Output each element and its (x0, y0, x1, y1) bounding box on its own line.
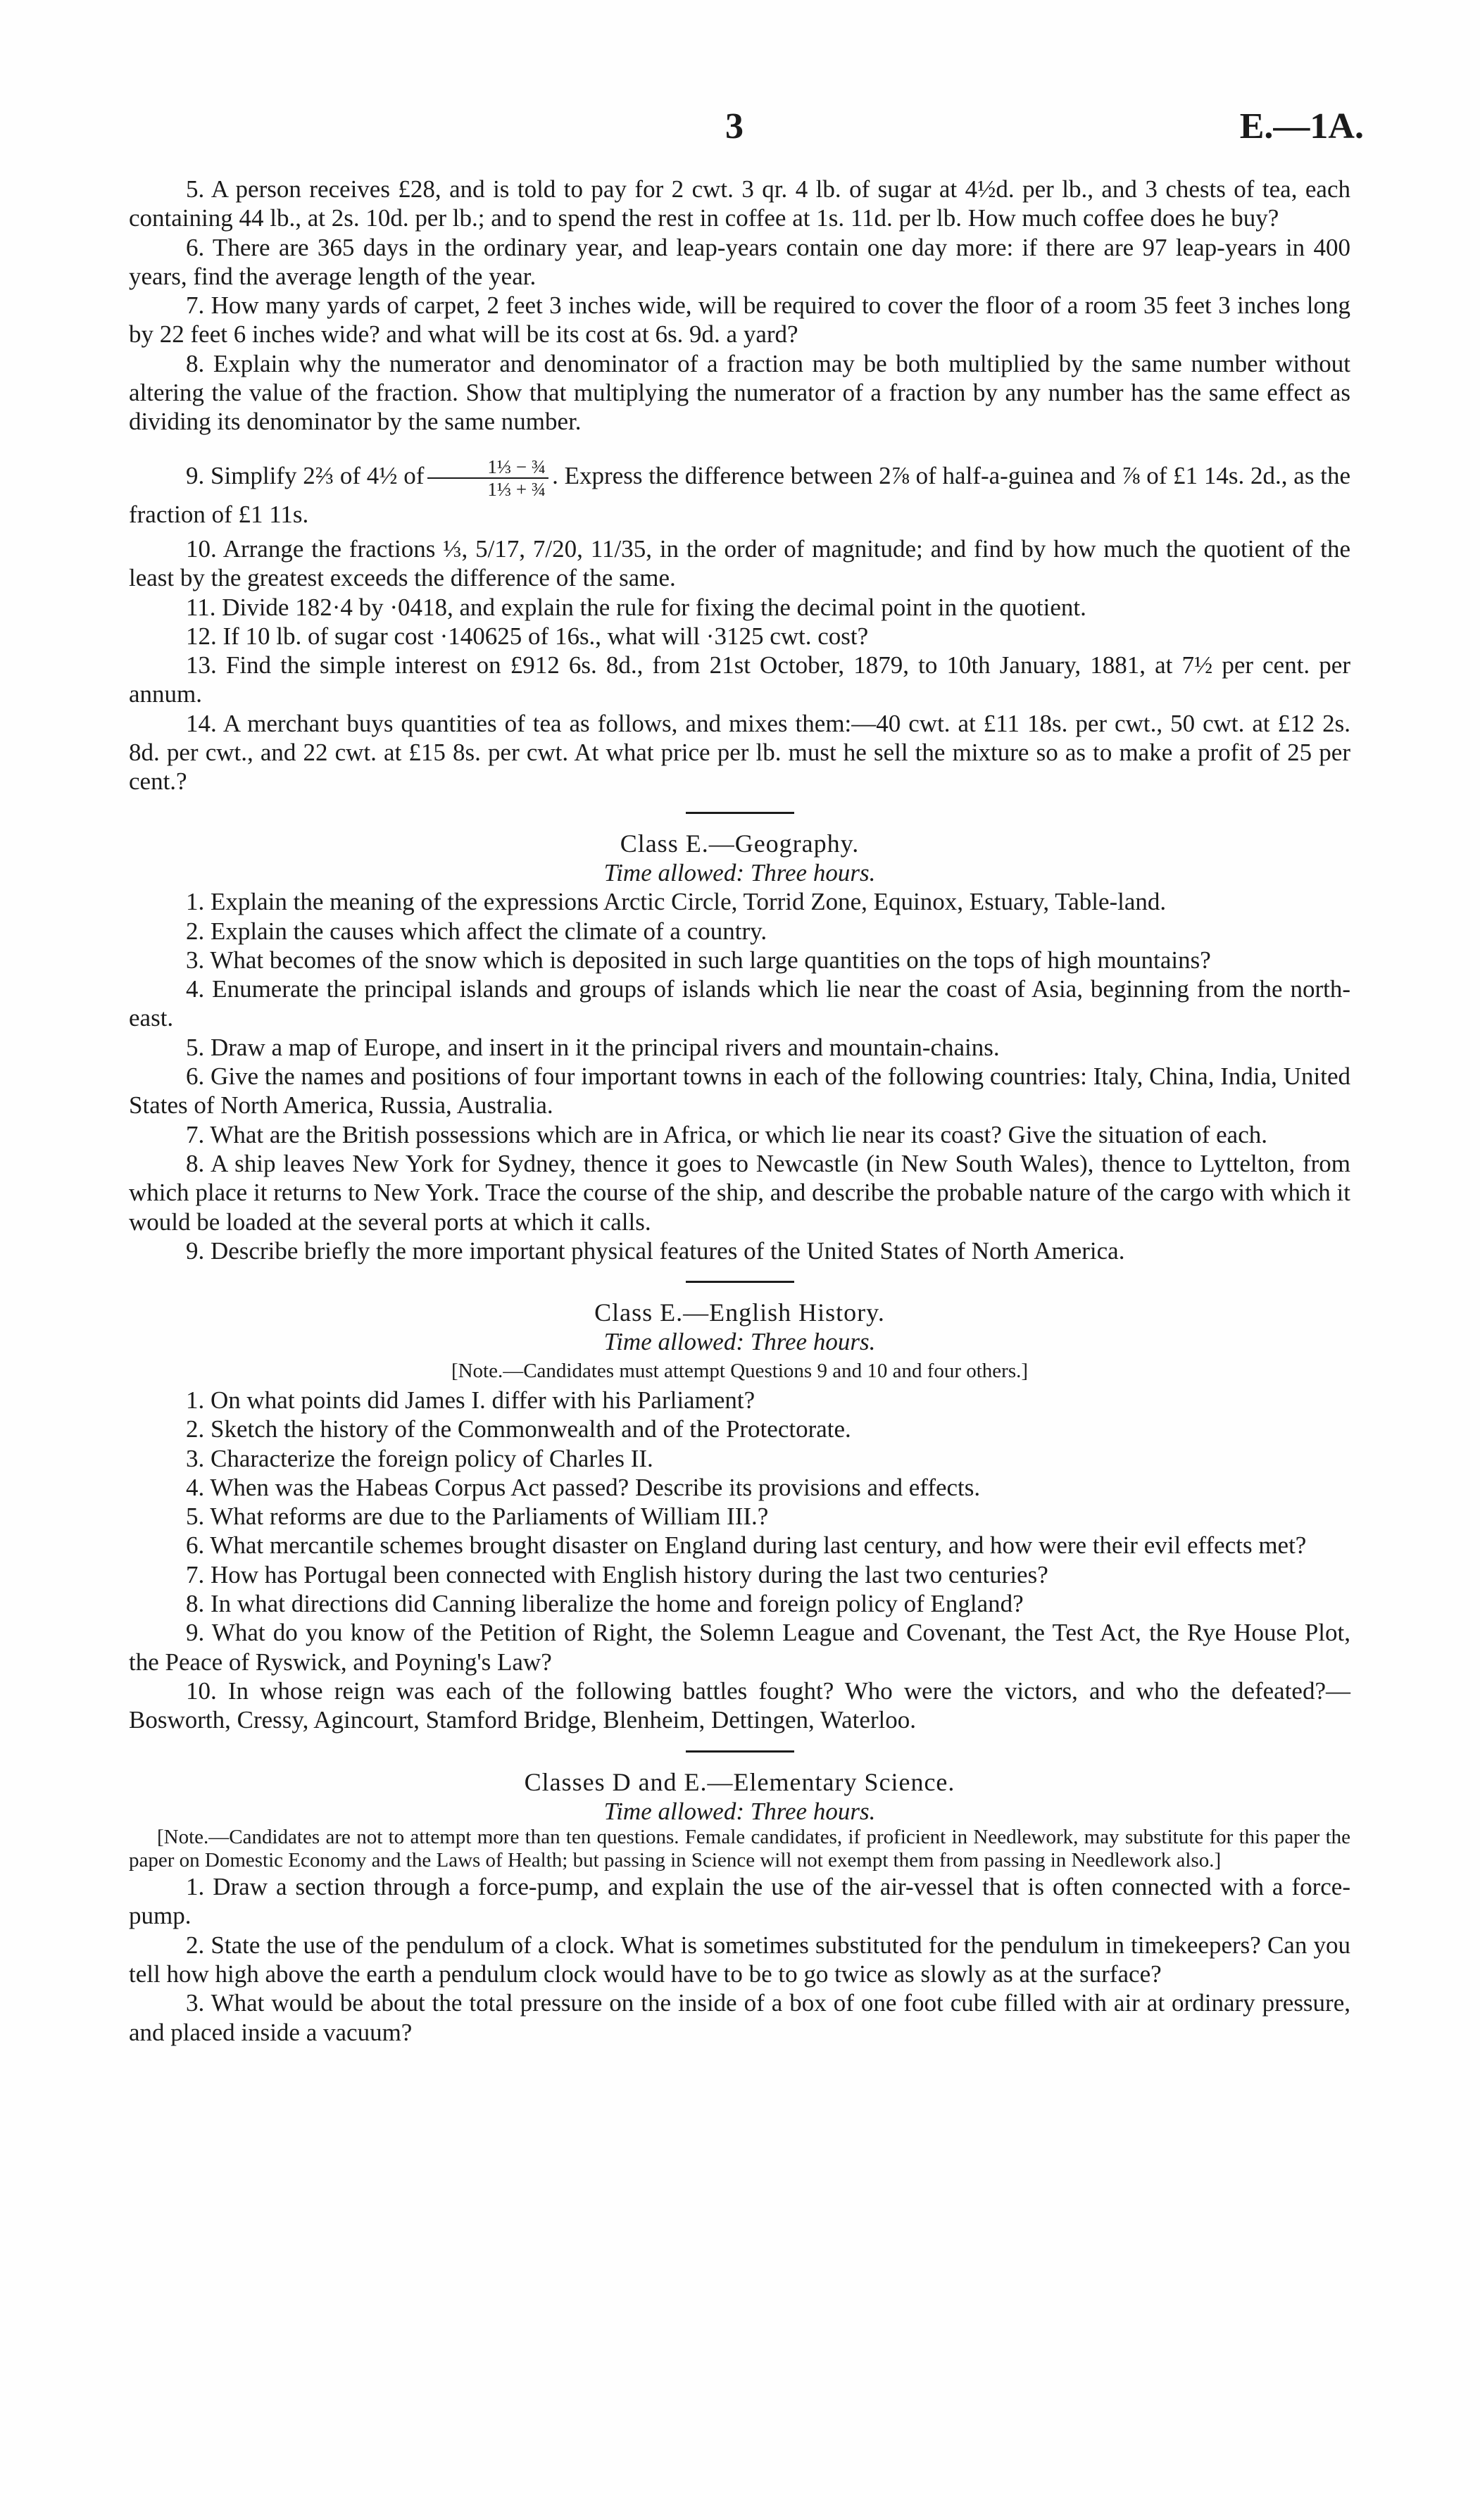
question: 3. What becomes of the snow which is deposited in such large quantities on the tops of high mountains? (186, 946, 1211, 974)
geography-section (129, 829, 1350, 1265)
question: 2. Explain the causes which affect the climate of a country. (186, 917, 767, 945)
question: 3. Characterize the foreign policy of Charles II. (186, 1444, 653, 1472)
question-9-lead: 9. Simplify 2⅔ of 4½ of (186, 461, 425, 489)
question: 10. In whose reign was each of the following battles fought? Who were the victors, and who the defeated?—Bosworth, Cressy, Agincourt, Stamford Bridge, Blenheim, Dettingen, Waterloo. (129, 1676, 1350, 1734)
question-9-rest: . Express the difference between 2⅞ of half-a-guinea and ⅞ of £1 14s. 2d., as the fraction of £1 11s. (129, 461, 1350, 528)
section-heading: Class E.—Geography. (620, 829, 860, 858)
question: 1. Explain the meaning of the expressions Arctic Circle, Torrid Zone, Equinox, Estuary, Table-land. (186, 888, 1167, 916)
arithmetic-question-6: 6. There are 365 days in the ordinary year, and leap-years contain one day more: if there are 97 leap-years in 400 years, find the average length of the year. (129, 233, 1350, 290)
question: 1. Draw a section through a force-pump, and explain the use of the air-vessel that is often connected with a force-pump. (129, 1873, 1350, 1930)
question-list (129, 1386, 1350, 1735)
time-allowed: Time allowed: Three hours. (603, 1797, 876, 1825)
arithmetic-question-14: 14. A merchant buys quantities of tea as follows, and mixes them:—40 cwt. at £11 18s. per cwt., 50 cwt. at £12 2s. 8d. per cwt., and 22 cwt. at £15 8s. per cwt. At what price per lb. must he sell the mixture so as to make a profit of 25 per cent.? (129, 709, 1350, 796)
question: 8. A ship leaves New York for Sydney, thence it goes to Newcastle (in New South Wales), thence to Lyttelton, from which place it returns to New York. Trace the course of the ship, and describe the probable nature of the cargo with which it would be loaded at the several ports at which it calls. (129, 1149, 1350, 1236)
question: 5. What reforms are due to the Parliaments of William III.? (186, 1503, 769, 1531)
arithmetic-question-12: 12. If 10 lb. of sugar cost ·140625 of 16s., what will ·3125 cwt. cost? (186, 622, 869, 650)
stacked-fraction (427, 456, 548, 500)
arithmetic-question-13: 13. Find the simple interest on £912 6s. 8d., from 21st October, 1879, to 10th January, 1881, at 7½ per cent. per annum. (129, 651, 1350, 708)
arithmetic-question-11: 11. Divide 182·4 by ·0418, and explain the rule for fixing the decimal point in the quotient. (186, 593, 1086, 621)
time-allowed: Time allowed: Three hours. (603, 858, 876, 886)
section-note: [Note.—Candidates must attempt Questions 9 and 10 and four others.] (451, 1359, 1029, 1382)
arithmetic-question-8: 8. Explain why the numerator and denominator of a fraction may be both multiplied by the same number without altering the value of the fraction. Show that multiplying the numerator of a fraction by any number has the same effect as dividing its denominator by the same number. (129, 349, 1350, 436)
science-section (129, 1768, 1350, 2047)
arithmetic-question-10: 10. Arrange the fractions ⅓, 5/17, 7/20, 11/35, in the order of magnitude; and find by how much the quotient of the least by the greatest exceeds the difference of the same. (129, 534, 1350, 592)
question-list (129, 887, 1350, 1265)
page-content (129, 175, 1350, 2047)
question: 5. Draw a map of Europe, and insert in it the principal rivers and mountain-chains. (186, 1033, 1000, 1061)
question: 3. What would be about the total pressure on the inside of a box of one foot cube filled with air at ordinary pressure, and placed inside a vacuum? (129, 1989, 1350, 2046)
document-reference: E.—1A. (1239, 106, 1364, 146)
question: 8. In what directions did Canning liberalize the home and foreign policy of England? (186, 1590, 1024, 1618)
arithmetic-question-7: 7. How many yards of carpet, 2 feet 3 inches wide, will be required to cover the floor of a room 35 feet 3 inches long by 22 feet 6 inches wide? and what will be its cost at 6s. 9d. a yard? (129, 292, 1350, 349)
history-section (129, 1298, 1350, 1734)
time-allowed: Time allowed: Three hours. (603, 1328, 876, 1356)
question: 7. How has Portugal been connected with English history during the last two centuries? (186, 1560, 1048, 1588)
question-list (129, 1872, 1350, 2047)
section-note: [Note.—Candidates are not to attempt more than ten questions. Female candidates, if proficient in Needlework, may substitute for this paper the paper on Domestic Economy and the Laws of Health; but passing in Science will not exempt them from passing in Needlework also.] (129, 1826, 1350, 1872)
question: 2. Sketch the history of the Commonwealth and of the Protectorate. (186, 1415, 851, 1443)
page-number: 3 (725, 106, 744, 146)
question: 4. When was the Habeas Corpus Act passed? Describe its provisions and effects. (186, 1473, 981, 1501)
arithmetic-section (129, 175, 1350, 796)
fraction-numerator: 1⅓ − ¾ (427, 456, 548, 479)
question: 2. State the use of the pendulum of a clock. What is sometimes substituted for the pendulum in timekeepers? Can you tell how high above the earth a pendulum clock would have to be to go twice as slowly as at the surface? (129, 1931, 1350, 1988)
section-heading: Classes D and E.—Elementary Science. (524, 1767, 955, 1796)
question: 1. On what points did James I. differ with his Parliament? (186, 1386, 755, 1414)
question: 7. What are the British possessions which are in Africa, or which lie near its coast? Give the situation of each. (186, 1120, 1268, 1148)
arithmetic-question-9 (129, 456, 1350, 529)
section-heading: Class E.—English History. (594, 1298, 885, 1327)
question: 9. What do you know of the Petition of Right, the Solemn League and Covenant, the Test Act, the Rye House Plot, the Peace of Ryswick, and Poyning's Law? (129, 1619, 1350, 1676)
question: 6. Give the names and positions of four important towns in each of the following countries: Italy, China, India, United States of North America, Russia, Australia. (129, 1062, 1350, 1120)
question: 4. Enumerate the principal islands and groups of islands which lie near the coast of Asia, beginning from the north-east. (129, 975, 1350, 1032)
question: 9. Describe briefly the more important physical features of the United States of North America. (186, 1236, 1125, 1265)
question: 6. What mercantile schemes brought disaster on England during last century, and how were their evil effects met? (186, 1531, 1307, 1560)
arithmetic-question-5: 5. A person receives £28, and is told to pay for 2 cwt. 3 qr. 4 lb. of sugar at 4½d. per lb., and 3 chests of tea, each containing 44 lb., at 2s. 10d. per lb.; and to spend the rest in coffee at 1s. 11d. per lb. How much coffee does he buy? (129, 175, 1350, 232)
fraction-denominator: 1⅓ + ¾ (487, 478, 546, 500)
